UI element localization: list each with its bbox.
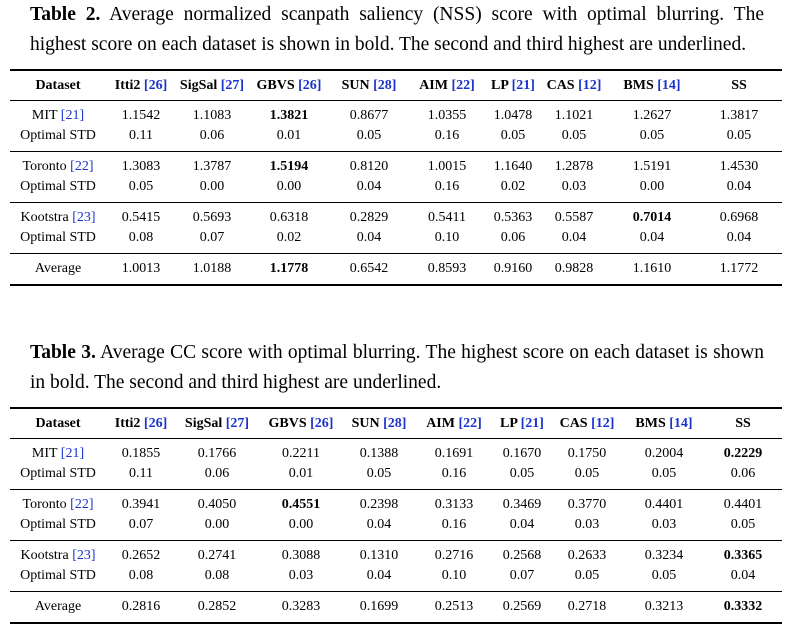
score-cell: 0.6968 xyxy=(719,210,759,225)
column-header-name: GBVS xyxy=(268,415,307,431)
column-header-name: CAS xyxy=(559,415,588,431)
std-cell: 0.10 xyxy=(414,566,494,592)
score-cell: 0.1310 xyxy=(359,548,399,563)
std-cell: 0.06 xyxy=(176,126,248,152)
score-cell: 0.5415 xyxy=(121,210,161,225)
std-cell: 0.05 xyxy=(704,515,782,541)
score-cell: 0.1750 xyxy=(567,446,607,461)
average-cell: 1.0013 xyxy=(106,254,176,286)
std-cell: 0.02 xyxy=(486,177,540,203)
score-cell: 0.8120 xyxy=(349,159,389,174)
score-cell: 0.2004 xyxy=(644,446,684,461)
column-header-name: LP xyxy=(491,77,509,93)
dataset-name: Toronto xyxy=(22,497,67,512)
column-header-citation: [21] xyxy=(520,415,544,431)
dataset-name: MIT xyxy=(31,446,58,461)
std-cell: 0.07 xyxy=(176,228,248,254)
column-header xyxy=(608,70,696,101)
std-cell: 0.05 xyxy=(550,464,624,490)
average-cell: 0.2852 xyxy=(176,592,258,624)
dataset-cell xyxy=(10,490,106,516)
dataset-name: Kootstra xyxy=(20,210,69,225)
average-cell: 0.3332 xyxy=(704,592,782,624)
dataset-citation: [21] xyxy=(60,446,85,461)
dataset-cell xyxy=(10,439,106,465)
average-label: Average xyxy=(10,254,106,286)
average-cell: 1.1610 xyxy=(608,254,696,286)
optimal-std-label: Optimal STD xyxy=(10,177,106,203)
dataset-name: Kootstra xyxy=(20,548,69,563)
column-header-citation: [12] xyxy=(578,77,602,93)
column-header-citation: [21] xyxy=(511,77,535,93)
table2-caption xyxy=(30,0,764,60)
score-cell: 0.2633 xyxy=(567,548,607,563)
column-header-name: GBVS xyxy=(256,77,295,93)
score-cell: 0.4551 xyxy=(281,497,321,512)
score-cell: 0.2829 xyxy=(349,210,389,225)
dataset-cell xyxy=(10,203,106,229)
dataset-citation: [23] xyxy=(72,210,96,225)
std-cell: 0.05 xyxy=(494,464,550,490)
score-cell: 0.1766 xyxy=(197,446,237,461)
dataset-citation: [23] xyxy=(72,548,96,563)
column-header-citation: [28] xyxy=(373,77,397,93)
table2-nss xyxy=(10,69,782,286)
table3-label: Table 3. xyxy=(30,342,96,363)
column-header-citation: [26] xyxy=(143,77,168,93)
optimal-std-row xyxy=(10,515,782,541)
score-cell: 1.1083 xyxy=(192,108,232,123)
column-header-name: SigSal xyxy=(184,415,223,431)
score-cell: 0.1855 xyxy=(121,446,161,461)
std-cell: 0.04 xyxy=(704,566,782,592)
std-cell: 0.03 xyxy=(540,177,608,203)
column-header-name: BMS xyxy=(635,415,666,431)
score-cell: 1.5194 xyxy=(269,159,309,174)
std-cell: 0.00 xyxy=(258,515,344,541)
std-cell: 0.04 xyxy=(344,515,414,541)
average-cell: 0.2816 xyxy=(106,592,176,624)
score-cell: 0.4401 xyxy=(723,497,763,512)
score-cell: 1.5191 xyxy=(632,159,672,174)
std-cell: 0.05 xyxy=(486,126,540,152)
column-header-citation: [27] xyxy=(220,77,245,93)
score-cell: 0.3770 xyxy=(567,497,607,512)
std-cell: 0.05 xyxy=(540,126,608,152)
column-header xyxy=(494,408,550,439)
std-cell: 0.04 xyxy=(330,228,408,254)
score-cell: 1.1021 xyxy=(554,108,594,123)
column-header-citation: [26] xyxy=(143,415,168,431)
column-header xyxy=(624,408,704,439)
column-header-citation: [22] xyxy=(451,77,475,93)
score-cell: 1.2627 xyxy=(632,108,672,123)
score-cell: 0.2741 xyxy=(197,548,237,563)
dataset-name: MIT xyxy=(31,108,58,123)
column-header-name: Itti2 xyxy=(114,77,141,93)
table3-caption-text: Average CC score with optimal blurring. The highest score on each dataset is shown in bold. The second and third highest are underlined. xyxy=(30,342,764,393)
column-header-name: SUN xyxy=(351,415,380,431)
average-cell: 1.0188 xyxy=(176,254,248,286)
score-cell: 0.1388 xyxy=(359,446,399,461)
table2-label: Table 2. xyxy=(30,4,101,25)
average-cell: 0.3283 xyxy=(258,592,344,624)
score-cell: 1.0478 xyxy=(493,108,533,123)
optimal-std-row xyxy=(10,228,782,254)
score-cell: 1.3817 xyxy=(719,108,759,123)
std-cell: 0.03 xyxy=(550,515,624,541)
average-cell: 0.2718 xyxy=(550,592,624,624)
score-cell: 1.0015 xyxy=(427,159,467,174)
score-row xyxy=(10,541,782,567)
std-cell: 0.03 xyxy=(258,566,344,592)
column-header-name: Dataset xyxy=(35,415,81,431)
score-cell: 0.3365 xyxy=(723,548,763,563)
score-cell: 1.4530 xyxy=(719,159,759,174)
dataset-citation: [22] xyxy=(70,497,94,512)
std-cell: 0.05 xyxy=(344,464,414,490)
score-cell: 0.2211 xyxy=(282,446,320,461)
average-row xyxy=(10,592,782,624)
column-header-name: SigSal xyxy=(179,77,218,93)
score-cell: 1.3083 xyxy=(121,159,161,174)
average-cell: 0.8593 xyxy=(408,254,486,286)
column-header xyxy=(248,70,330,101)
std-cell: 0.08 xyxy=(176,566,258,592)
std-cell: 0.00 xyxy=(176,515,258,541)
column-header xyxy=(176,408,258,439)
std-cell: 0.02 xyxy=(248,228,330,254)
table2-header-row xyxy=(10,70,782,101)
column-header xyxy=(106,70,176,101)
column-header xyxy=(486,70,540,101)
std-cell: 0.01 xyxy=(248,126,330,152)
column-header-citation: [22] xyxy=(458,415,482,431)
score-cell: 1.1640 xyxy=(493,159,533,174)
average-cell: 0.2569 xyxy=(494,592,550,624)
column-header-name: AIM xyxy=(419,77,448,93)
column-header-citation: [14] xyxy=(669,415,693,431)
score-row xyxy=(10,152,782,178)
score-cell: 0.1691 xyxy=(434,446,474,461)
std-cell: 0.04 xyxy=(494,515,550,541)
column-header xyxy=(176,70,248,101)
dataset-citation: [22] xyxy=(70,159,94,174)
score-cell: 0.1670 xyxy=(502,446,542,461)
column-header xyxy=(344,408,414,439)
column-header xyxy=(540,70,608,101)
std-cell: 0.03 xyxy=(624,515,704,541)
std-cell: 0.05 xyxy=(624,464,704,490)
average-cell: 1.1778 xyxy=(248,254,330,286)
score-cell: 1.2878 xyxy=(554,159,594,174)
std-cell: 0.01 xyxy=(258,464,344,490)
std-cell: 0.11 xyxy=(106,126,176,152)
score-cell: 1.3821 xyxy=(269,108,309,123)
score-row xyxy=(10,101,782,127)
average-cell: 0.2513 xyxy=(414,592,494,624)
score-cell: 1.3787 xyxy=(192,159,232,174)
score-cell: 0.2398 xyxy=(359,497,399,512)
score-cell: 0.3941 xyxy=(121,497,161,512)
optimal-std-row xyxy=(10,126,782,152)
average-label: Average xyxy=(10,592,106,624)
score-cell: 1.1542 xyxy=(121,108,161,123)
score-cell: 0.4050 xyxy=(197,497,237,512)
std-cell: 0.05 xyxy=(696,126,782,152)
column-header-name: SS xyxy=(735,415,751,431)
column-header-name: LP xyxy=(500,415,518,431)
score-cell: 0.3234 xyxy=(644,548,684,563)
std-cell: 0.06 xyxy=(176,464,258,490)
score-cell: 0.3133 xyxy=(434,497,474,512)
std-cell: 0.04 xyxy=(344,566,414,592)
score-row xyxy=(10,203,782,229)
std-cell: 0.10 xyxy=(408,228,486,254)
column-header-citation: [28] xyxy=(383,415,407,431)
score-cell: 1.0355 xyxy=(427,108,467,123)
optimal-std-row xyxy=(10,566,782,592)
optimal-std-row xyxy=(10,464,782,490)
std-cell: 0.08 xyxy=(106,566,176,592)
dataset-name: Toronto xyxy=(22,159,67,174)
column-header xyxy=(10,70,106,101)
score-cell: 0.6318 xyxy=(269,210,309,225)
table3-header-row xyxy=(10,408,782,439)
dataset-cell xyxy=(10,101,106,127)
column-header xyxy=(258,408,344,439)
std-cell: 0.06 xyxy=(704,464,782,490)
average-cell: 0.9828 xyxy=(540,254,608,286)
column-header-name: SUN xyxy=(341,77,370,93)
std-cell: 0.00 xyxy=(608,177,696,203)
table2-caption-text: Average normalized scanpath saliency (NSS) score with optimal blurring. The highest score on each dataset is shown in bold. The second and third highest are underlined. xyxy=(30,4,764,55)
optimal-std-label: Optimal STD xyxy=(10,126,106,152)
std-cell: 0.04 xyxy=(330,177,408,203)
column-header-name: AIM xyxy=(426,415,455,431)
score-cell: 0.4401 xyxy=(644,497,684,512)
std-cell: 0.06 xyxy=(486,228,540,254)
column-header xyxy=(10,408,106,439)
score-row xyxy=(10,439,782,465)
column-header-name: CAS xyxy=(546,77,575,93)
column-header xyxy=(696,70,782,101)
average-row xyxy=(10,254,782,286)
table3-cc xyxy=(10,407,782,624)
score-cell: 0.2568 xyxy=(502,548,542,563)
score-cell: 0.3088 xyxy=(281,548,321,563)
std-cell: 0.05 xyxy=(330,126,408,152)
std-cell: 0.16 xyxy=(414,464,494,490)
score-cell: 0.7014 xyxy=(632,210,672,225)
average-cell: 0.6542 xyxy=(330,254,408,286)
score-row xyxy=(10,490,782,516)
score-cell: 0.2652 xyxy=(121,548,161,563)
optimal-std-label: Optimal STD xyxy=(10,228,106,254)
std-cell: 0.07 xyxy=(494,566,550,592)
std-cell: 0.04 xyxy=(696,228,782,254)
std-cell: 0.11 xyxy=(106,464,176,490)
std-cell: 0.05 xyxy=(106,177,176,203)
table3-caption xyxy=(30,338,764,398)
dataset-cell xyxy=(10,541,106,567)
column-header xyxy=(704,408,782,439)
column-header-name: BMS xyxy=(623,77,654,93)
std-cell: 0.00 xyxy=(248,177,330,203)
column-header-citation: [26] xyxy=(310,415,334,431)
std-cell: 0.05 xyxy=(624,566,704,592)
std-cell: 0.07 xyxy=(106,515,176,541)
average-cell: 1.1772 xyxy=(696,254,782,286)
std-cell: 0.16 xyxy=(408,126,486,152)
column-header xyxy=(414,408,494,439)
std-cell: 0.04 xyxy=(696,177,782,203)
average-cell: 0.3213 xyxy=(624,592,704,624)
optimal-std-label: Optimal STD xyxy=(10,464,106,490)
column-header-citation: [14] xyxy=(657,77,681,93)
std-cell: 0.08 xyxy=(106,228,176,254)
score-cell: 0.2716 xyxy=(434,548,474,563)
average-cell: 0.1699 xyxy=(344,592,414,624)
column-header-name: SS xyxy=(731,77,747,93)
column-header-name: Dataset xyxy=(35,77,81,93)
column-header-citation: [26] xyxy=(298,77,322,93)
std-cell: 0.16 xyxy=(414,515,494,541)
optimal-std-label: Optimal STD xyxy=(10,515,106,541)
column-header xyxy=(408,70,486,101)
score-cell: 0.8677 xyxy=(349,108,389,123)
column-header xyxy=(106,408,176,439)
column-header-citation: [12] xyxy=(591,415,615,431)
dataset-citation: [21] xyxy=(60,108,85,123)
average-cell: 0.9160 xyxy=(486,254,540,286)
std-cell: 0.05 xyxy=(608,126,696,152)
column-header xyxy=(550,408,624,439)
score-cell: 0.2229 xyxy=(723,446,763,461)
std-cell: 0.04 xyxy=(540,228,608,254)
dataset-cell xyxy=(10,152,106,178)
score-cell: 0.3469 xyxy=(502,497,542,512)
column-header xyxy=(330,70,408,101)
column-header-name: Itti2 xyxy=(114,415,141,431)
std-cell: 0.05 xyxy=(550,566,624,592)
column-header-citation: [27] xyxy=(225,415,250,431)
std-cell: 0.16 xyxy=(408,177,486,203)
optimal-std-row xyxy=(10,177,782,203)
score-cell: 0.5587 xyxy=(554,210,594,225)
score-cell: 0.5411 xyxy=(428,210,466,225)
optimal-std-label: Optimal STD xyxy=(10,566,106,592)
std-cell: 0.00 xyxy=(176,177,248,203)
std-cell: 0.04 xyxy=(608,228,696,254)
score-cell: 0.5693 xyxy=(192,210,232,225)
score-cell: 0.5363 xyxy=(493,210,533,225)
